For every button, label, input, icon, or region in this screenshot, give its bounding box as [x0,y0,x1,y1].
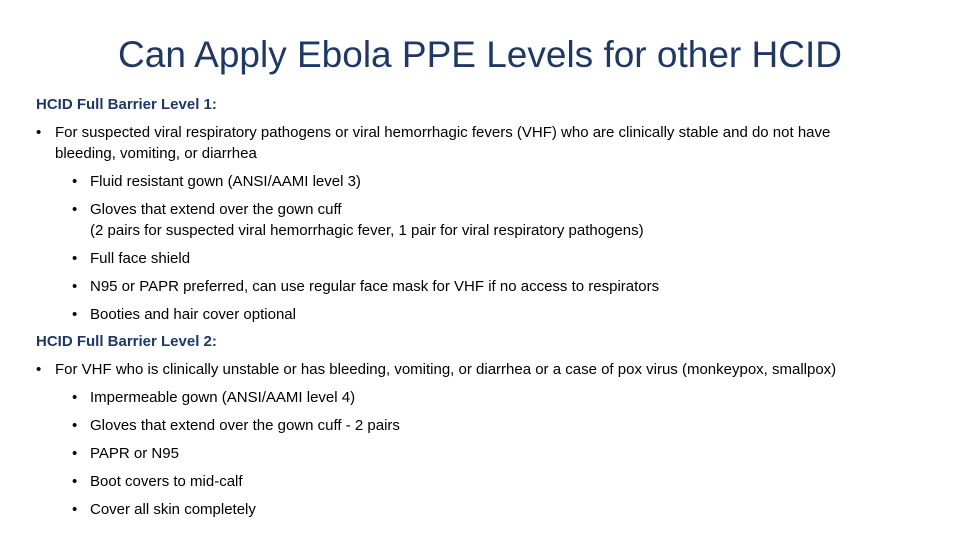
level2-main-bullet [36,359,936,380]
level2-item-gloves [72,415,936,436]
level2-item-text: Cover all skin completely [90,501,256,518]
level1-item-gown [72,171,936,192]
level1-main-line1: For suspected viral respiratory pathogens or viral hemorrhagic fevers (VHF) who are clinically stable and do not have [55,124,831,141]
level1-item-gloves [72,199,936,241]
bullet-dot: • [72,473,78,490]
level1-item-text: N95 or PAPR preferred, can use regular face mask for VHF if no access to respirators [90,278,660,295]
bullet-dot: • [72,278,78,295]
bullet-dot: • [72,445,78,462]
bullet-dot: • [72,250,78,267]
level2-heading: HCID Full Barrier Level 2: [36,333,217,350]
level1-main-bullet [36,122,936,164]
level2-item-gown [72,387,936,408]
level1-main-line2: bleeding, vomiting, or diarrhea [55,145,257,162]
level2-item-text: Gloves that extend over the gown cuff - 2 pairs [90,417,400,434]
level1-item-face-shield [72,248,936,269]
bullet-dot: • [72,501,78,518]
level1-item-text: Gloves that extend over the gown cuff [90,201,342,218]
bullet-dot: • [72,417,78,434]
bullet-dot: • [36,124,42,141]
slide-title: Can Apply Ebola PPE Levels for other HCID [118,34,842,75]
bullet-dot: • [72,173,78,190]
level2-item-boot-covers [72,471,936,492]
level2-item-respirator [72,443,936,464]
level2-main-text: For VHF who is clinically unstable or has bleeding, vomiting, or diarrhea or a case of pox virus (monkeypox, smallpox) [55,361,837,378]
bullet-dot: • [72,201,78,218]
level1-item-booties [72,304,936,325]
bullet-dot: • [72,306,78,323]
level2-item-text: Impermeable gown (ANSI/AAMI level 4) [90,389,356,406]
level1-item-gloves-note: (2 pairs for suspected viral hemorrhagic fever, 1 pair for viral respiratory pathogens) [90,222,644,239]
bullet-dot: • [36,361,42,378]
level2-item-text: PAPR or N95 [90,445,179,462]
level2-item-text: Boot covers to mid-calf [90,473,243,490]
level1-item-text: Full face shield [90,250,191,267]
slide-content [36,95,936,527]
level1-heading: HCID Full Barrier Level 1: [36,96,217,113]
level1-item-text: Booties and hair cover optional [90,306,296,323]
bullet-dot: • [72,389,78,406]
level1-item-respirator [72,276,936,297]
level1-item-text: Fluid resistant gown (ANSI/AAMI level 3) [90,173,361,190]
level2-item-skin [72,499,936,520]
